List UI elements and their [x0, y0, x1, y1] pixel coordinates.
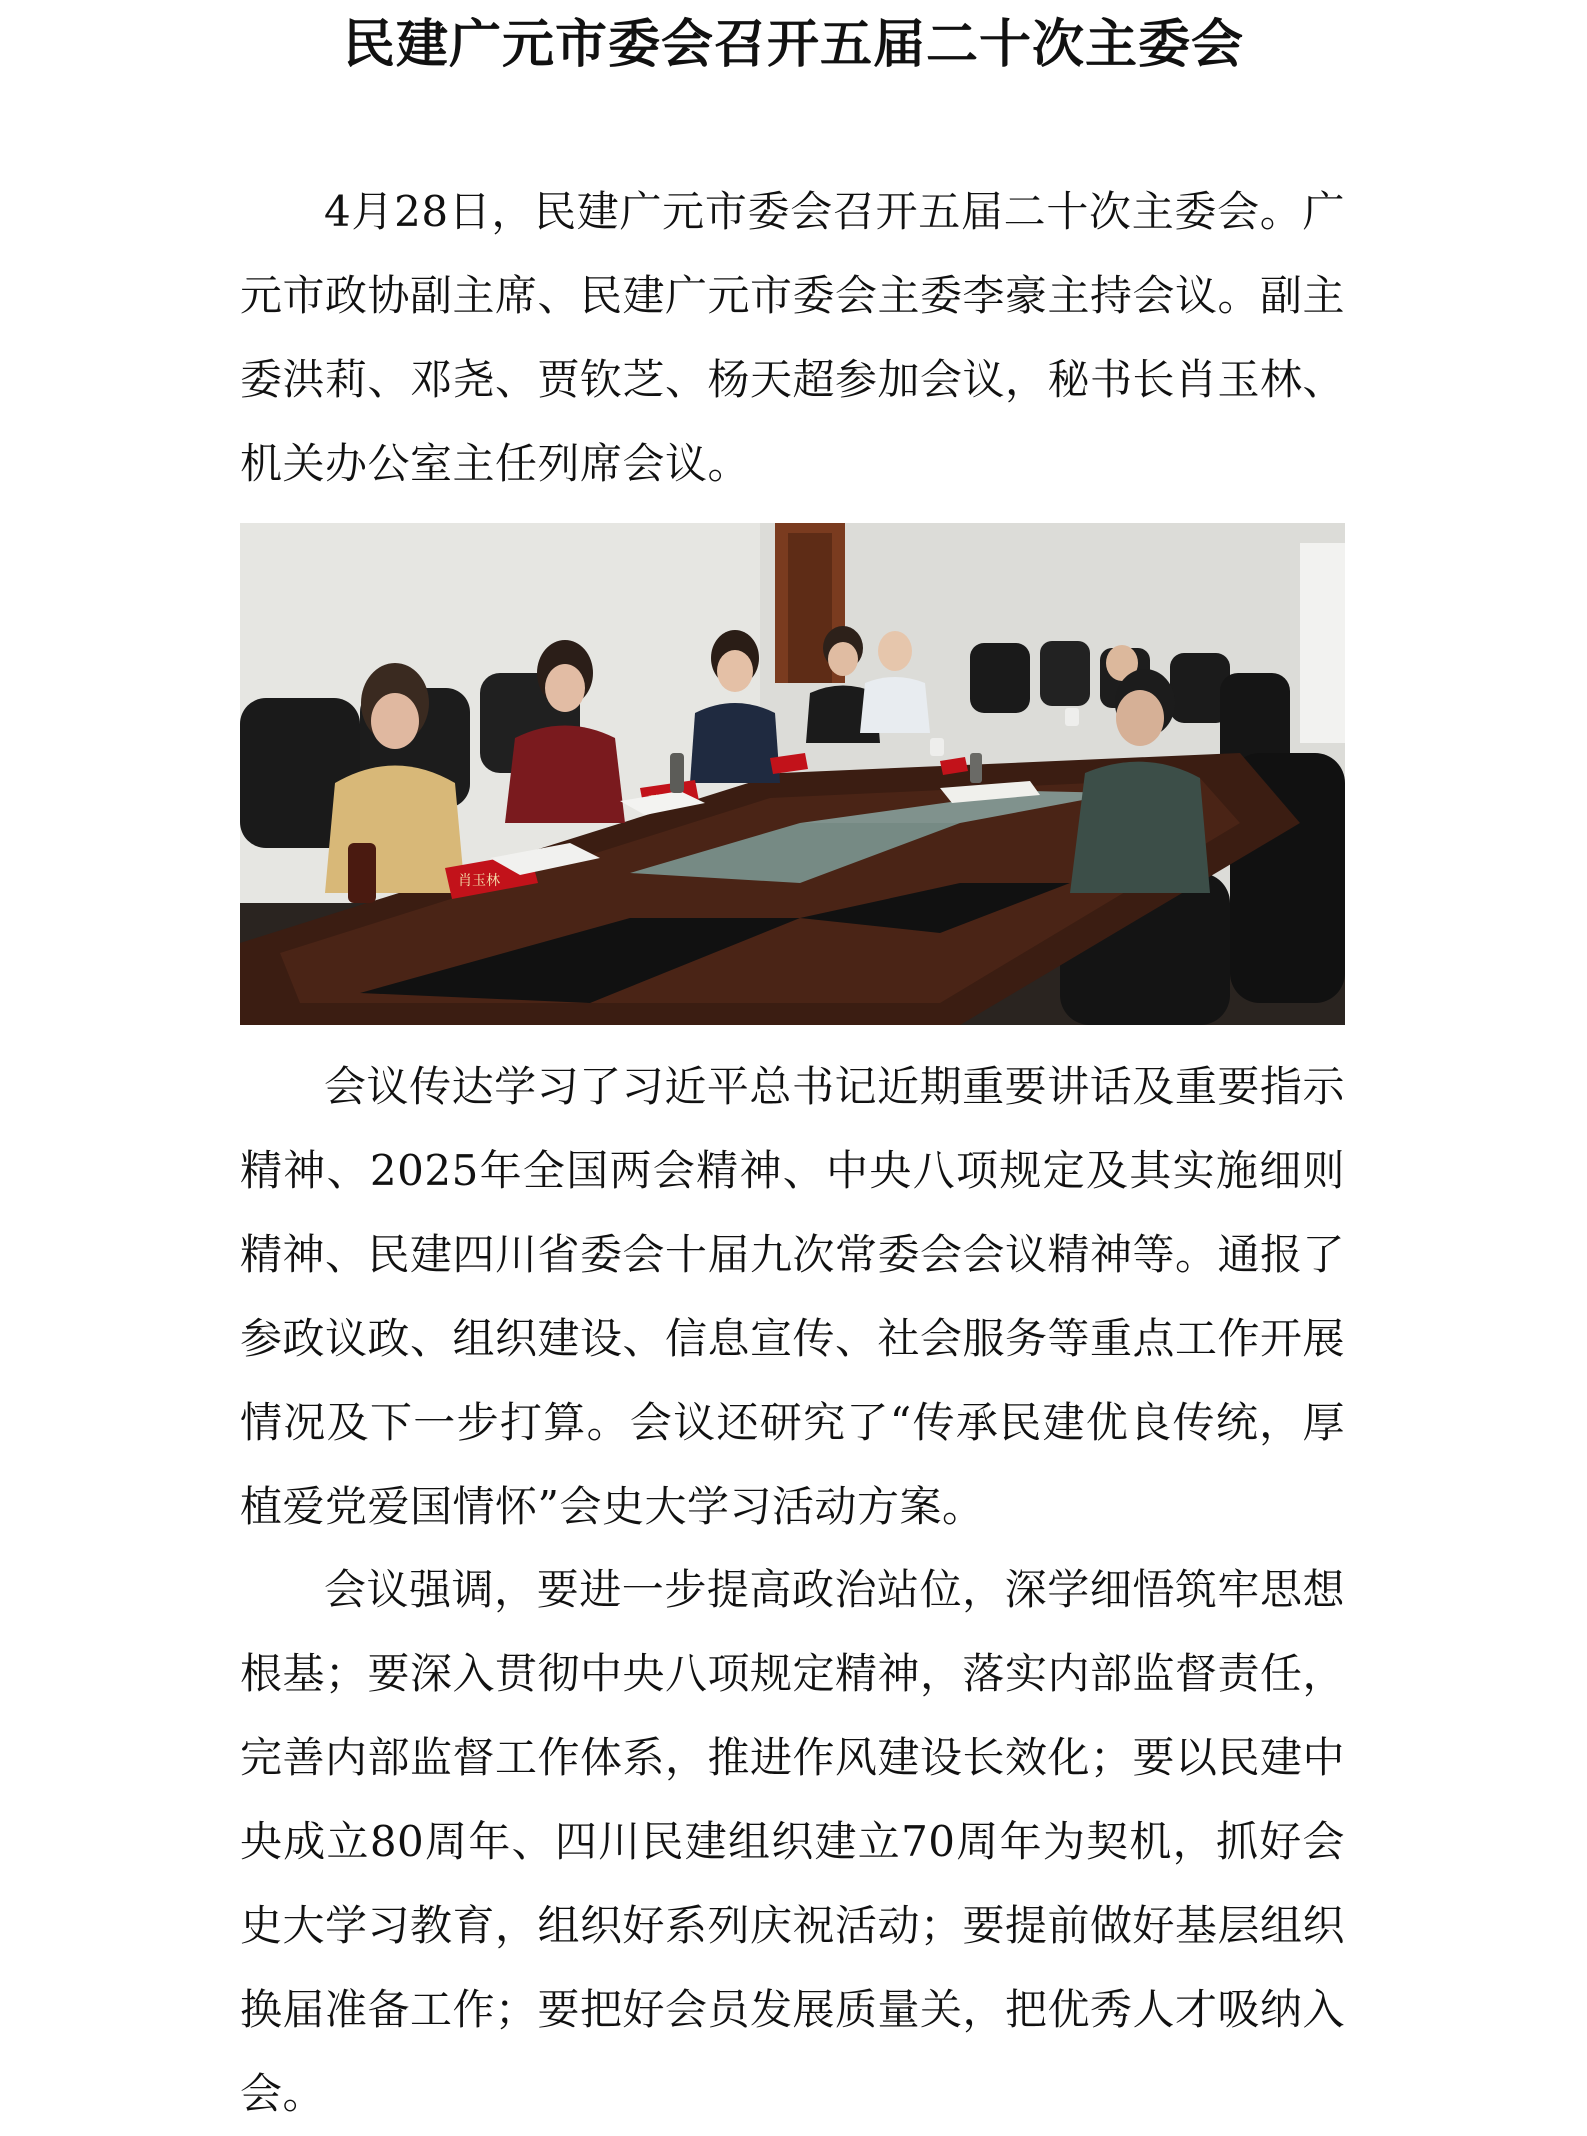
meeting-photo: [240, 523, 1345, 1025]
article-title: 民建广元市委会召开五届二十次主委会: [342, 15, 1244, 75]
paragraph-intro: 4月28日，民建广元市委会召开五届二十次主委会。广元市政协副主席、民建广元市委会主委李豪主持会议。副主委洪莉、邓尧、贾钦芝、杨天超参加会议，秘书长肖玉林、机关办公室主任列席会议。: [240, 187, 1346, 488]
paragraph-study: 会议传达学习了习近平总书记近期重要讲话及重要指示精神、2025年全国两会精神、中央八项规定及其实施细则精神、民建四川省委会十届九次常委会会议精神等。通报了参政议政、组织建设、信息宣传、社会服务等重点工作开展情况及下一步打算。会议还研究了“传承民建优良传统，厚植爱党爱国情怀”会史大学习活动方案。: [240, 1062, 1346, 1531]
paragraph-emphasis: 会议强调，要进一步提高政治站位，深学细悟筑牢思想根基；要深入贯彻中央八项规定精神，落实内部监督责任，完善内部监督工作体系，推进作风建设长效化；要以民建中央成立80周年、四川民建组织建立70周年为契机，抓好会史大学习教育，组织好系列庆祝活动；要提前做好基层组织换届准备工作；要把好会员发展质量关，把优秀人才吸纳入会。: [240, 1565, 1346, 2118]
nameplate-xiao-yulin: 肖玉林: [458, 873, 500, 889]
